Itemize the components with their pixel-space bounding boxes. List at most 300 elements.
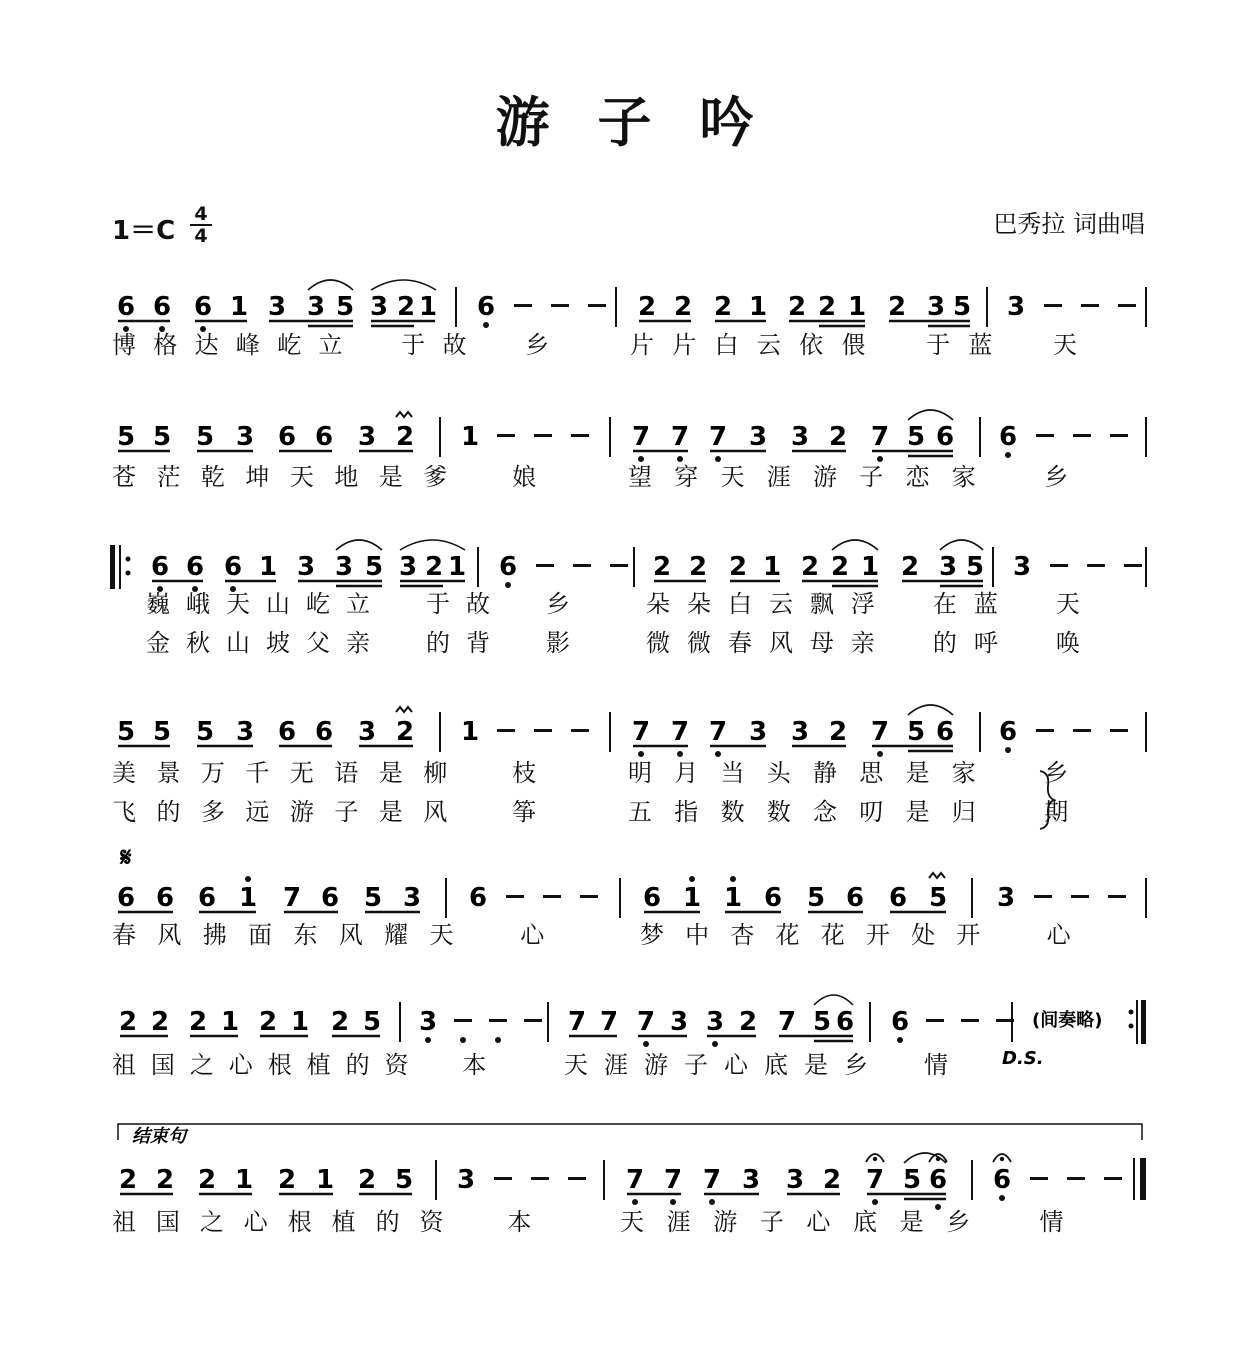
lyric-char: 白 (727, 590, 752, 618)
note: 3 (334, 552, 354, 582)
lyric-char: 偎 (841, 331, 866, 359)
lyric-char: 风 (157, 921, 182, 949)
note: 3 (235, 717, 255, 747)
score-row-1 (112, 280, 1146, 359)
note: 5 (362, 1007, 382, 1037)
slur-arc (832, 540, 878, 550)
lyric-char: 语 (334, 759, 359, 787)
note: 3 (669, 1007, 689, 1037)
octave-dot-high (730, 876, 736, 882)
lyric-char: 数 (766, 798, 791, 826)
score-row-2 (112, 410, 1146, 491)
slur-arc (940, 540, 983, 550)
note: 2 (155, 1165, 175, 1195)
note: 3 (1012, 552, 1032, 582)
lyric-char: 故 (466, 590, 490, 618)
note: 3 (418, 1007, 438, 1037)
note: 1 (234, 1165, 254, 1195)
interlude-label: (间奏略) (1032, 1010, 1103, 1031)
note: 5 (195, 422, 215, 452)
lyric-line-2 (628, 759, 1068, 787)
lyric-char: 乡 (525, 331, 550, 359)
lyric-char: 心 (724, 1051, 748, 1079)
lyric-line-verse2-2 (628, 798, 1068, 826)
lyric-char: 峨 (186, 590, 210, 618)
lyric-char: 中 (685, 921, 710, 949)
lyric-line-1 (112, 759, 536, 787)
note: 6 (185, 552, 205, 582)
note: 2 (728, 552, 748, 582)
lyric-char: 于 (401, 331, 426, 359)
lyric-char: 本 (507, 1208, 532, 1236)
lyric-char: 涯 (666, 1208, 691, 1236)
note: 2 (118, 1007, 138, 1037)
note: 5 (928, 883, 948, 913)
note: 7 (702, 1165, 722, 1195)
lyric-char: 飘 (809, 590, 834, 618)
note: 7 (708, 422, 728, 452)
dash-mark (454, 1019, 472, 1022)
dash-mark (610, 564, 628, 567)
lyric-char: 的 (345, 1051, 370, 1079)
lyric-char: 静 (813, 759, 837, 787)
slur-arc (371, 280, 436, 290)
note: 3 (748, 422, 768, 452)
lyric-char: 期 (1044, 798, 1069, 826)
lyric-char: 穿 (674, 463, 699, 491)
coda-label: 结束句 (132, 1126, 186, 1147)
note: 5 (152, 422, 172, 452)
note: 3 (926, 292, 946, 322)
dash-mark (1110, 729, 1128, 732)
lyric-char: 于 (926, 331, 951, 359)
lyric-char: 立 (346, 590, 370, 618)
note: 1 (682, 883, 702, 913)
note: 6 (277, 422, 297, 452)
time-signature-top: 4 (194, 203, 208, 225)
dash-mark (536, 564, 554, 567)
lyric-line-2 (628, 463, 1068, 491)
lyric-char: 达 (194, 331, 219, 359)
lyric-char: 开 (956, 921, 981, 949)
lyric-char: 子 (859, 463, 884, 491)
note: 5 (152, 717, 172, 747)
lyric-line-1 (112, 921, 545, 949)
note: 2 (395, 717, 415, 747)
lyric-char: 国 (150, 1051, 175, 1079)
lyric-char: 博 (112, 331, 136, 359)
lyric-char: 当 (720, 759, 745, 787)
dash-mark (514, 304, 532, 307)
dash-mark (1067, 1177, 1085, 1180)
note: 3 (235, 422, 255, 452)
credit-line: 巴秀拉 词曲唱 (993, 210, 1145, 238)
dash-mark (1036, 434, 1054, 437)
note: 3 (296, 552, 316, 582)
note: 7 (670, 422, 690, 452)
octave-dot-high (245, 876, 251, 882)
dash-mark (524, 1019, 542, 1022)
note: 5 (195, 717, 215, 747)
dash-mark (568, 1177, 586, 1180)
note: 1 (723, 883, 743, 913)
note: 3 (306, 292, 326, 322)
lyric-char: 坡 (266, 629, 290, 657)
lyric-char: 资 (384, 1051, 409, 1079)
lyric-char: 风 (338, 921, 363, 949)
octave-dot-low (483, 322, 489, 328)
octave-dot-low (709, 1199, 715, 1205)
note: 6 (835, 1007, 855, 1037)
lyric-char: 天 (720, 463, 745, 491)
lyric-char: 千 (245, 759, 270, 787)
lyric-char: 国 (155, 1208, 180, 1236)
lyric-char: 飞 (112, 798, 136, 826)
lyric-char: 家 (951, 759, 976, 787)
octave-dot-low (872, 1199, 878, 1205)
note: 2 (150, 1007, 170, 1037)
lyric-line-2 (564, 1051, 948, 1079)
note: 6 (992, 1165, 1012, 1195)
dash-mark (494, 1177, 512, 1180)
note: 3 (748, 717, 768, 747)
lyric-char: 乡 (546, 590, 570, 618)
lyric-char: 娘 (512, 463, 537, 491)
lyric-char: 云 (768, 590, 793, 618)
lyric-char: 爹 (423, 463, 448, 491)
ds-mark: D.S. (1002, 1048, 1044, 1069)
lyric-char: 秋 (186, 629, 210, 657)
fermata-dot (936, 1157, 940, 1161)
note: 7 (865, 1165, 885, 1195)
final-thick-bar (1140, 1158, 1146, 1200)
dash-mark (1030, 1177, 1048, 1180)
lyric-char: 天 (429, 921, 454, 949)
note: 3 (456, 1165, 476, 1195)
lyric-line-2 (646, 590, 1080, 618)
slur-arc (814, 995, 853, 1005)
dash-mark (588, 304, 606, 307)
dash-mark (1034, 895, 1052, 898)
lyric-char: 影 (546, 629, 570, 657)
note: 1 (748, 292, 768, 322)
octave-dot-low (715, 456, 721, 462)
note: 6 (935, 717, 955, 747)
lyric-char: 心 (520, 921, 545, 949)
note: 6 (935, 422, 955, 452)
lyric-char: 乡 (1044, 759, 1069, 787)
note: 7 (870, 422, 890, 452)
note: 6 (476, 292, 496, 322)
lyric-char: 耀 (384, 921, 409, 949)
note: 2 (395, 422, 415, 452)
slur-arc (336, 540, 382, 550)
score-row-4 (112, 705, 1146, 873)
note: 5 (906, 717, 926, 747)
lyric-char: 微 (646, 629, 670, 657)
lyric-char: 本 (462, 1051, 487, 1079)
lyric-char: 筝 (512, 798, 537, 826)
fermata-dot (1000, 1157, 1004, 1161)
lyric-char: 云 (756, 331, 781, 359)
fermata-dot (873, 1157, 877, 1161)
dash-mark (1087, 564, 1105, 567)
note: 7 (708, 717, 728, 747)
note: 5 (806, 883, 826, 913)
slur-arc (908, 705, 953, 715)
lyric-char: 乡 (844, 1051, 868, 1079)
lyric-char: 祖 (112, 1208, 136, 1236)
note: 5 (116, 717, 136, 747)
dash-mark (1050, 564, 1068, 567)
lyric-line-verse2-1 (146, 629, 570, 657)
note: 2 (887, 292, 907, 322)
note: 6 (223, 552, 243, 582)
lyric-char: 格 (153, 331, 178, 359)
lyric-char: 根 (267, 1051, 292, 1079)
note: 5 (364, 552, 384, 582)
lyric-char: 根 (287, 1208, 312, 1236)
note: 2 (637, 292, 657, 322)
lyric-char: 东 (293, 921, 318, 949)
lyric-line-1 (112, 1208, 531, 1236)
lyric-char: 峰 (235, 331, 260, 359)
dash-mark (1118, 304, 1136, 307)
lyric-char: 心 (243, 1208, 268, 1236)
lyric-char: 坤 (245, 463, 270, 491)
dash-mark (1073, 729, 1091, 732)
dash-mark (926, 1019, 944, 1022)
octave-dot-low (897, 1037, 903, 1043)
dash-mark (497, 729, 515, 732)
note: 6 (197, 883, 217, 913)
repeat-dot (1129, 1024, 1134, 1029)
lyric-char: 念 (813, 798, 837, 826)
lyric-char: 片 (630, 331, 654, 359)
note: 3 (357, 717, 377, 747)
note: 2 (330, 1007, 350, 1037)
lyric-char: 子 (334, 798, 359, 826)
lyric-char: 唤 (1055, 629, 1080, 657)
note: 2 (828, 717, 848, 747)
lyric-char: 处 (911, 921, 936, 949)
lyric-char: 植 (331, 1208, 356, 1236)
lyric-char: 的 (156, 798, 181, 826)
slur-arc (400, 540, 465, 550)
lyric-char: 之 (199, 1208, 224, 1236)
repeat-dot (1129, 1010, 1134, 1015)
note: 2 (817, 292, 837, 322)
dash-mark (1044, 304, 1062, 307)
lyric-char: 游 (813, 463, 837, 491)
dash-mark (1108, 895, 1126, 898)
lyric-char: 花 (775, 921, 800, 949)
note: 1 (220, 1007, 240, 1037)
note: 2 (688, 552, 708, 582)
note: 7 (631, 717, 651, 747)
lyric-char: 游 (289, 798, 314, 826)
lyric-char: 茫 (156, 463, 181, 491)
lyric-char: 望 (628, 463, 652, 491)
lyric-char: 是 (899, 1208, 924, 1236)
lyric-char: 心 (228, 1051, 253, 1079)
dash-mark (1110, 434, 1128, 437)
lyric-char: 背 (466, 629, 490, 657)
note: 1 (460, 422, 480, 452)
lyric-char: 天 (1055, 590, 1080, 618)
lyric-char: 天 (226, 590, 250, 618)
note: 5 (394, 1165, 414, 1195)
note: 7 (625, 1165, 645, 1195)
note: 6 (888, 883, 908, 913)
lyric-line-verse2-2 (646, 629, 1080, 657)
dash-mark (580, 895, 598, 898)
note: 3 (996, 883, 1016, 913)
lyric-char: 是 (905, 759, 930, 787)
note: 6 (845, 883, 865, 913)
score-row-6 (112, 995, 1146, 1079)
note: 2 (357, 1165, 377, 1195)
note: 2 (787, 292, 807, 322)
note: 1 (762, 552, 782, 582)
lyric-char: 亲 (850, 629, 875, 657)
note: 6 (314, 422, 334, 452)
note: 6 (152, 292, 172, 322)
lyric-char: 开 (865, 921, 890, 949)
note: 6 (314, 717, 334, 747)
lyric-char: 屹 (277, 331, 302, 359)
lyric-char: 天 (1052, 331, 1077, 359)
lyric-char: 植 (306, 1051, 331, 1079)
key-signature: 1＝C (112, 216, 176, 246)
lyric-char: 指 (674, 798, 699, 826)
note: 6 (498, 552, 518, 582)
lyric-char: 数 (720, 798, 745, 826)
lyric-char: 风 (423, 798, 448, 826)
lyric-char: 面 (248, 921, 273, 949)
octave-dot-low (495, 1037, 501, 1043)
octave-dot-low (643, 1041, 649, 1047)
lyric-line-2 (640, 921, 1072, 949)
note: 3 (790, 717, 810, 747)
lyric-char: 底 (764, 1051, 788, 1079)
dash-mark (1104, 1177, 1122, 1180)
note: 3 (369, 292, 389, 322)
note: 6 (116, 883, 136, 913)
lyric-char: 巍 (146, 590, 170, 618)
lyric-char: 春 (112, 921, 136, 949)
lyric-char: 于 (426, 590, 450, 618)
dash-mark (551, 304, 569, 307)
lyric-char: 之 (189, 1051, 214, 1079)
note: 1 (229, 292, 249, 322)
lyric-line-verse2-1 (112, 798, 536, 826)
dash-mark (1036, 729, 1054, 732)
dash-mark (531, 1177, 549, 1180)
note: 3 (267, 292, 287, 322)
score-row-5 (112, 873, 1146, 949)
octave-dot-low (460, 1037, 466, 1043)
octave-dot-low (877, 456, 883, 462)
lyric-char: 微 (686, 629, 711, 657)
slur-arc (308, 280, 353, 290)
lyric-char: 恋 (905, 463, 930, 491)
lyric-char: 情 (1039, 1208, 1064, 1236)
lyric-char: 浮 (850, 590, 875, 618)
note: 1 (290, 1007, 310, 1037)
lyric-char: 天 (620, 1208, 644, 1236)
lyric-char: 风 (768, 629, 793, 657)
dash-mark (1073, 434, 1091, 437)
lyric-char: 山 (266, 590, 290, 618)
octave-dot-low (999, 1195, 1005, 1201)
note: 2 (396, 292, 416, 322)
lyric-char: 柳 (423, 759, 448, 787)
lyric-char: 是 (378, 798, 403, 826)
note: 7 (663, 1165, 683, 1195)
repeat-thick-bar (110, 545, 115, 589)
lyric-char: 多 (200, 798, 225, 826)
lyric-char: 母 (809, 629, 834, 657)
lyric-char: 片 (672, 331, 697, 359)
note: 2 (673, 292, 693, 322)
lyric-char: 无 (289, 759, 314, 787)
lyric-char: 乡 (1044, 463, 1069, 491)
lyric-char: 思 (859, 759, 884, 787)
note: 7 (870, 717, 890, 747)
note: 6 (320, 883, 340, 913)
note: 1 (315, 1165, 335, 1195)
octave-dot-low (670, 1199, 676, 1205)
note: 2 (197, 1165, 217, 1195)
note: 2 (822, 1165, 842, 1195)
note: 6 (998, 422, 1018, 452)
note: 6 (928, 1165, 948, 1195)
lyric-char: 明 (628, 759, 652, 787)
octave-dot-low (425, 1037, 431, 1043)
note: 2 (830, 552, 850, 582)
lyric-char: 月 (674, 759, 699, 787)
repeat-dot (126, 557, 131, 562)
octave-dot-low (505, 582, 511, 588)
lyric-char: 美 (112, 759, 136, 787)
lyric-char: 头 (766, 759, 791, 787)
lyric-char: 涯 (766, 463, 791, 491)
octave-dot-low (632, 1199, 638, 1205)
note: 6 (468, 883, 488, 913)
lyric-char: 蓝 (973, 590, 998, 618)
lyric-char: 父 (306, 629, 330, 657)
octave-dot-low (715, 751, 721, 757)
lyric-line-1 (112, 331, 549, 359)
note: 3 (938, 552, 958, 582)
time-signature-bottom: 4 (190, 224, 212, 246)
note: 2 (424, 552, 444, 582)
note: 6 (150, 552, 170, 582)
repeat-dot (126, 571, 131, 576)
octave-dot-low (677, 751, 683, 757)
note: 1 (860, 552, 880, 582)
note: 7 (282, 883, 302, 913)
note: 6 (193, 292, 213, 322)
note: 2 (258, 1007, 278, 1037)
note: 3 (1006, 292, 1026, 322)
octave-dot-low (935, 1204, 941, 1210)
note: 7 (567, 1007, 587, 1037)
note: 6 (116, 292, 136, 322)
note: 5 (812, 1007, 832, 1037)
dash-mark (489, 1019, 507, 1022)
